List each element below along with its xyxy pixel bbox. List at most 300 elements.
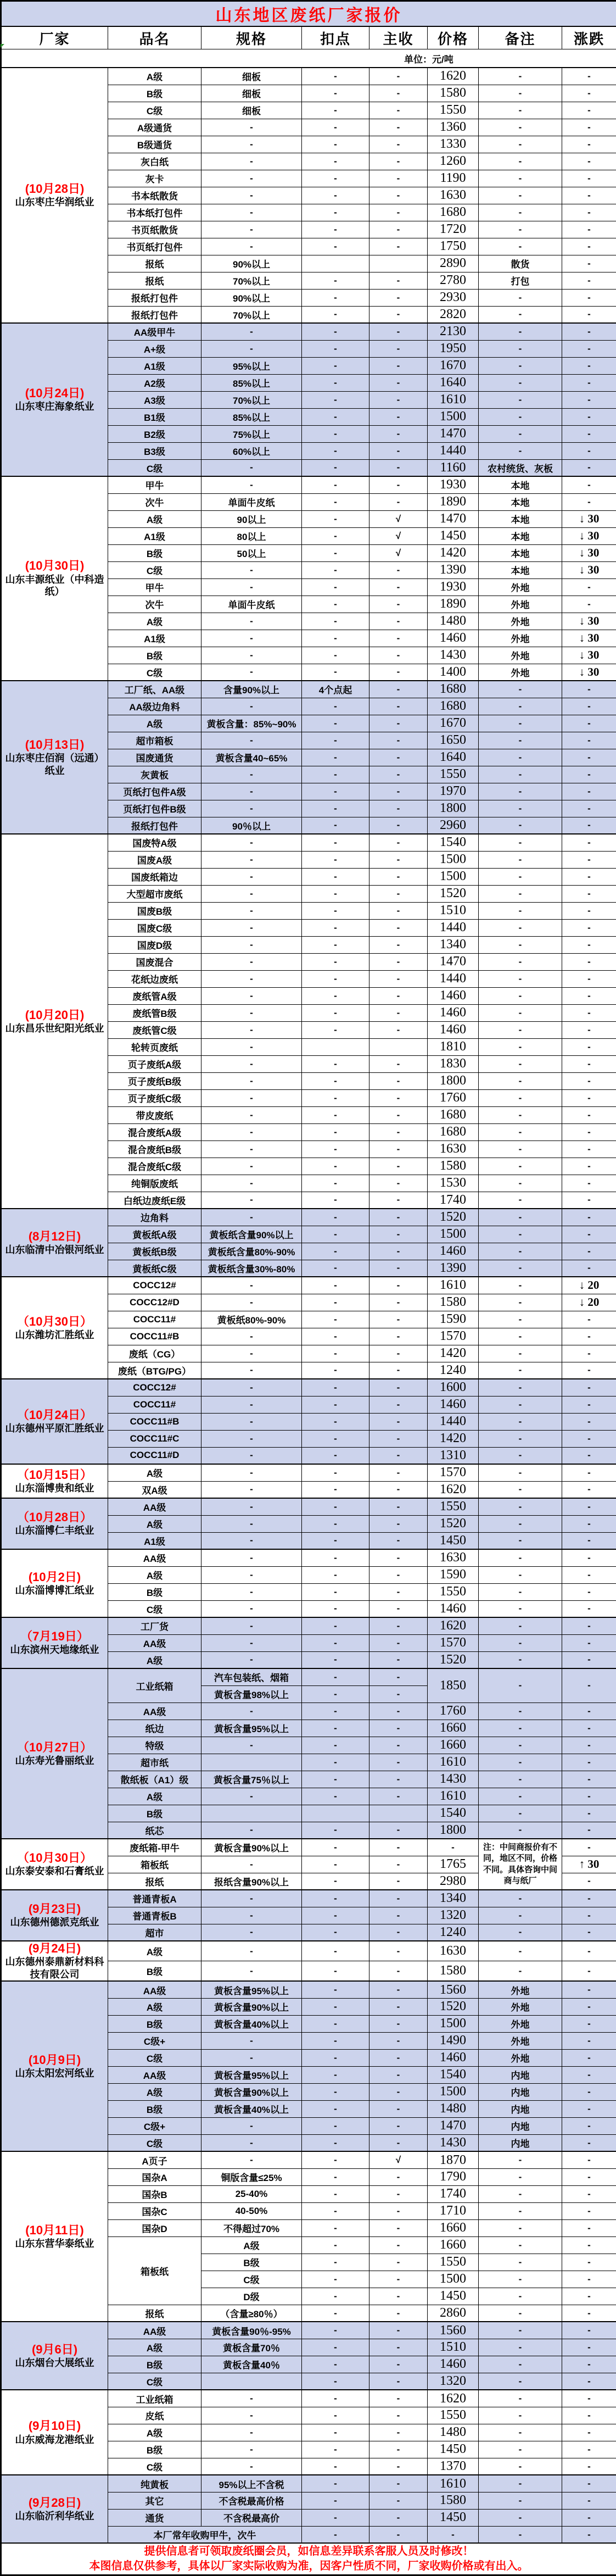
data-cell: - (369, 1123, 428, 1140)
data-cell: - (302, 1243, 369, 1260)
data-cell: COCC11# (108, 1396, 201, 1413)
data-cell: - (369, 425, 428, 442)
factory-name: 山东丰源纸业（中科造纸） (3, 574, 107, 598)
data-cell: - (201, 2117, 302, 2134)
data-cell: 1550 (428, 102, 479, 119)
data-cell: C级 (108, 2134, 201, 2151)
data-cell: - (302, 2271, 369, 2288)
data-cell: - (479, 1447, 562, 1464)
data-cell: - (562, 1583, 616, 1600)
data-cell: 1680 (428, 1123, 479, 1140)
data-cell: 70%以上 (201, 391, 302, 408)
data-cell: - (562, 1311, 616, 1328)
data-cell: - (369, 732, 428, 749)
data-cell: 1430 (428, 647, 479, 664)
data-cell: C级 (108, 2458, 201, 2475)
data-cell: - (562, 1328, 616, 1345)
data-cell: 细板 (201, 102, 302, 119)
data-cell: 2980 (428, 1873, 479, 1890)
data-cell: - (562, 1890, 616, 1907)
price-table-body (1, 68, 616, 2543)
data-cell: 外地 (479, 613, 562, 630)
data-cell: - (369, 868, 428, 885)
data-cell: 带皮废纸 (108, 1106, 201, 1123)
data-cell: - (302, 153, 369, 170)
data-cell: 农村统货、灰板 (479, 459, 562, 476)
data-cell: - (201, 1328, 302, 1345)
data-cell: - (369, 2339, 428, 2356)
data-cell: B级 (201, 2254, 302, 2271)
data-cell: - (369, 2271, 428, 2288)
data-cell: 单面牛皮纸 (201, 596, 302, 613)
data-cell: - (479, 2288, 562, 2305)
data-cell: 95%以上不含税 (201, 2475, 302, 2492)
data-cell: - (562, 2083, 616, 2100)
data-cell: 1550 (428, 766, 479, 783)
data-cell: 1610 (428, 391, 479, 408)
data-cell: 1370 (428, 2458, 479, 2475)
factory-cell (1, 2475, 108, 2543)
data-cell: - (562, 289, 616, 306)
data-cell: 报纸 (108, 255, 201, 272)
data-cell: 2960 (428, 817, 479, 834)
data-cell: - (302, 2168, 369, 2185)
data-cell: - (369, 170, 428, 187)
data-cell: - (369, 2288, 428, 2305)
data-cell: - (201, 1362, 302, 1379)
data-cell: - (369, 561, 428, 578)
data-cell: 1800 (428, 1822, 479, 1839)
data-cell: - (479, 1703, 562, 1720)
data-cell: 1720 (428, 221, 479, 238)
data-cell: - (562, 1464, 616, 1481)
data-cell: - (479, 1583, 562, 1600)
data-cell: - (369, 2492, 428, 2509)
data-cell: 1580 (428, 1961, 479, 1982)
table-row (1, 1277, 616, 1294)
data-cell: - (302, 1856, 369, 1873)
data-cell: - (369, 834, 428, 851)
factory-name: 山东太阳宏河纸业 (3, 2067, 107, 2080)
factory-date: (9月28日) (3, 2496, 107, 2510)
data-cell: - (479, 119, 562, 136)
data-cell: - (302, 1668, 369, 1685)
factory-cell (1, 323, 108, 476)
data-cell: - (562, 2526, 616, 2543)
data-cell: - (479, 749, 562, 766)
data-cell: - (302, 919, 369, 936)
data-cell: - (479, 1140, 562, 1158)
data-cell: 1390 (428, 1260, 479, 1277)
data-cell: - (302, 1311, 369, 1328)
data-cell: - (479, 885, 562, 902)
data-cell: - (369, 1004, 428, 1021)
data-cell: - (562, 2015, 616, 2032)
data-cell: 1160 (428, 459, 479, 476)
data-cell: - (369, 374, 428, 391)
data-cell: A级 (108, 510, 201, 527)
data-cell: - (562, 681, 616, 698)
data-cell: - (479, 1192, 562, 1209)
factory-date: (10月20日) (3, 1008, 107, 1022)
data-cell: - (369, 1583, 428, 1600)
data-cell: C级 (108, 2049, 201, 2066)
data-cell: - (201, 868, 302, 885)
data-cell: - (302, 442, 369, 459)
data-cell: - (479, 391, 562, 408)
page-title: 山东地区废纸厂家报价 (1, 1, 616, 27)
data-cell: - (201, 2441, 302, 2458)
data-cell: - (479, 1924, 562, 1941)
data-cell: 黄板含量98%以上 (201, 1685, 302, 1703)
data-cell: - (302, 1498, 369, 1515)
data-cell: C级 (108, 2373, 201, 2390)
data-cell: - (562, 2219, 616, 2236)
data-cell: 书页纸散货 (108, 221, 201, 238)
data-cell: 书本纸散货 (108, 187, 201, 204)
data-cell: 国废通货 (108, 749, 201, 766)
data-cell: - (369, 1072, 428, 1089)
data-cell: 90%以上 (201, 289, 302, 306)
data-cell: 内地 (479, 2083, 562, 2100)
data-cell: - (479, 681, 562, 698)
data-cell: 黄板纸含量80%-90% (201, 1243, 302, 1260)
data-cell: - (479, 715, 562, 732)
data-cell: 1890 (428, 493, 479, 510)
data-cell: - (562, 1771, 616, 1788)
data-cell: 外地 (479, 1998, 562, 2015)
data-cell: - (479, 1737, 562, 1754)
data-cell: C级 (108, 1600, 201, 1617)
data-cell: - (479, 1771, 562, 1788)
data-cell: B3级 (108, 442, 201, 459)
data-cell: - (302, 766, 369, 783)
data-cell: - (369, 153, 428, 170)
data-cell: 黄板含量90%以上 (201, 2083, 302, 2100)
data-cell: - (369, 1566, 428, 1583)
data-cell: - (302, 2134, 369, 2151)
data-cell: - (369, 936, 428, 953)
data-cell: - (562, 1430, 616, 1447)
data-cell: 1610 (428, 1277, 479, 1294)
data-cell: - (369, 2526, 428, 2543)
data-cell: 次牛 (108, 596, 201, 613)
data-cell: 1240 (428, 1924, 479, 1941)
data-cell: - (302, 2254, 369, 2271)
data-cell: 2780 (428, 272, 479, 289)
data-cell: - (302, 340, 369, 357)
column-header-row (1, 26, 616, 49)
data-cell: - (562, 902, 616, 919)
data-cell: - (201, 902, 302, 919)
table-row (1, 681, 616, 698)
data-cell: - (479, 2373, 562, 2390)
data-cell: 1580 (428, 2492, 479, 2509)
data-cell: - (562, 1447, 616, 1464)
data-cell: - (562, 596, 616, 613)
data-cell: - (562, 1720, 616, 1737)
data-cell: - (479, 2441, 562, 2458)
data-cell: 1190 (428, 170, 479, 187)
data-cell: - (369, 2202, 428, 2219)
data-cell: - (562, 1805, 616, 1822)
comment-marker-icon (1, 44, 4, 48)
data-cell: - (302, 459, 369, 476)
data-cell: 1460 (428, 1021, 479, 1038)
data-cell: - (479, 102, 562, 119)
data-cell: - (302, 2117, 369, 2134)
data-cell: 1480 (428, 2424, 479, 2441)
data-cell: 大型超市废纸 (108, 885, 201, 902)
data-cell: 1740 (428, 1192, 479, 1209)
data-cell: - (201, 1634, 302, 1651)
data-cell: 1590 (428, 1311, 479, 1328)
data-cell: - (562, 851, 616, 868)
data-cell: - (369, 2168, 428, 2185)
data-cell: - (562, 698, 616, 715)
data-cell (201, 1805, 302, 1822)
data-cell: B级 (108, 1805, 201, 1822)
data-cell: - (479, 2151, 562, 2168)
data-cell: - (562, 1515, 616, 1532)
data-cell: - (201, 2134, 302, 2151)
factory-date: （10月24日） (3, 1408, 107, 1422)
factory-name: 山东烟台大展纸业 (3, 2357, 107, 2369)
data-cell: - (562, 442, 616, 459)
data-cell: - (302, 2492, 369, 2509)
data-cell: - (562, 136, 616, 153)
data-cell: - (302, 238, 369, 255)
data-cell: - (302, 2185, 369, 2202)
data-cell: - (201, 698, 302, 715)
data-cell: 1680 (428, 1106, 479, 1123)
table-row (1, 2151, 616, 2168)
data-cell: - (302, 204, 369, 221)
data-cell: 国废C级 (108, 919, 201, 936)
data-cell: - (302, 1634, 369, 1651)
data-cell (302, 1038, 369, 1055)
data-cell: 国杂C (108, 2202, 201, 2219)
data-cell: - (302, 1055, 369, 1072)
data-cell: 报纸含量90%以上 (201, 1873, 302, 1890)
data-cell: - (479, 85, 562, 102)
data-cell: - (302, 1021, 369, 1038)
data-cell: - (369, 2049, 428, 2066)
data-cell: - (369, 749, 428, 766)
data-cell: - (369, 2322, 428, 2339)
data-cell: - (201, 1890, 302, 1907)
data-cell: 1570 (428, 1634, 479, 1651)
data-cell: - (369, 800, 428, 817)
data-cell: - (201, 2390, 302, 2407)
data-cell: 白纸边废纸E级 (108, 1192, 201, 1209)
data-cell: - (302, 510, 369, 527)
data-cell: - (479, 698, 562, 715)
data-cell: - (562, 1549, 616, 1566)
data-cell: 1420 (428, 544, 479, 561)
data-cell: - (479, 1890, 562, 1907)
data-cell: - (562, 1260, 616, 1277)
data-cell: - (479, 340, 562, 357)
data-cell: - (562, 1089, 616, 1106)
data-cell: - (562, 1345, 616, 1362)
data-cell: - (562, 800, 616, 817)
data-cell: - (201, 2458, 302, 2475)
data-cell: 1450 (428, 527, 479, 544)
data-cell: - (479, 2526, 562, 2543)
data-cell (201, 2373, 302, 2390)
data-cell: - (479, 1634, 562, 1651)
data-cell: - (302, 1754, 369, 1771)
data-cell: 废纸管B级 (108, 1004, 201, 1021)
data-cell: - (479, 306, 562, 323)
data-cell: - (369, 2356, 428, 2373)
data-cell: 1610 (428, 1754, 479, 1771)
data-cell: - (562, 2475, 616, 2492)
data-cell: - (562, 834, 616, 851)
factory-cell (1, 1277, 108, 1379)
data-cell: COCC12#D (108, 1294, 201, 1311)
data-cell: - (369, 1981, 428, 1998)
data-cell: AA级 (108, 2322, 201, 2339)
data-cell: 本地 (479, 510, 562, 527)
data-cell: - (562, 1754, 616, 1771)
data-cell: - (479, 170, 562, 187)
data-cell: - (479, 68, 562, 85)
data-cell: - (302, 2441, 369, 2458)
data-cell: 含量90%以上 (201, 681, 302, 698)
data-cell: - (369, 1685, 428, 1703)
data-cell: - (369, 1464, 428, 1481)
data-cell: - (369, 987, 428, 1004)
data-cell: A级通货 (108, 119, 201, 136)
data-cell: - (479, 834, 562, 851)
factory-name: 山东枣庄海象纸业 (3, 400, 107, 413)
data-cell: 60%以上 (201, 442, 302, 459)
data-cell: - (369, 2100, 428, 2117)
data-cell: - (562, 238, 616, 255)
data-cell: 1560 (428, 1981, 479, 1998)
data-cell: - (302, 187, 369, 204)
data-cell: - (369, 1226, 428, 1243)
data-cell: - (201, 204, 302, 221)
data-cell: 纸芯 (108, 1822, 201, 1839)
data-cell: - (369, 2424, 428, 2441)
data-cell: - (201, 1379, 302, 1396)
data-cell: - (369, 289, 428, 306)
data-cell: - (479, 2339, 562, 2356)
data-cell: - (302, 885, 369, 902)
table-row (1, 1668, 616, 1685)
data-cell: - (201, 561, 302, 578)
data-cell: - (562, 1413, 616, 1430)
data-cell: 1460 (428, 1396, 479, 1413)
data-cell: - (479, 1260, 562, 1277)
data-cell: - (369, 1498, 428, 1515)
table-row (1, 834, 616, 851)
data-cell: 书页纸打包件 (108, 238, 201, 255)
data-cell: - (562, 2271, 616, 2288)
data-cell: - (369, 204, 428, 221)
data-cell: A级 (108, 1941, 201, 1961)
data-cell: - (302, 221, 369, 238)
data-cell: - (201, 340, 302, 357)
data-cell: 1790 (428, 2168, 479, 2185)
data-cell: 1550 (428, 1583, 479, 1600)
data-cell: - (201, 834, 302, 851)
data-cell: - (201, 1089, 302, 1106)
data-cell: - (369, 1345, 428, 1362)
data-cell: - (479, 800, 562, 817)
data-cell: 1460 (428, 2356, 479, 2373)
data-cell: - (201, 1532, 302, 1549)
data-cell: - (479, 1328, 562, 1345)
data-cell: - (479, 2202, 562, 2219)
data-cell: 散货 (479, 255, 562, 272)
data-cell: 汽车包装纸、烟箱 (201, 1668, 302, 1685)
data-cell: - (201, 1175, 302, 1192)
data-cell: - (562, 2373, 616, 2390)
data-cell: - (302, 1140, 369, 1158)
data-cell: - (369, 1311, 428, 1328)
data-cell: - (479, 1362, 562, 1379)
data-cell: 1240 (428, 1362, 479, 1379)
data-cell: - (369, 102, 428, 119)
data-cell: - (302, 970, 369, 987)
data-cell: 1430 (428, 1771, 479, 1788)
data-cell: - (201, 459, 302, 476)
data-cell: 细板 (201, 85, 302, 102)
factory-date: (10月13日) (3, 738, 107, 752)
data-cell: - (369, 238, 428, 255)
data-cell: - (562, 323, 616, 340)
data-cell: A2级 (108, 374, 201, 391)
data-cell: A1级 (108, 1532, 201, 1549)
data-cell: - (479, 902, 562, 919)
factory-date: (10月11日) (3, 2223, 107, 2238)
table-row (1, 476, 616, 493)
data-cell: - (369, 1941, 428, 1961)
data-cell: 废纸（CG） (108, 1345, 201, 1362)
data-cell: - (562, 2424, 616, 2441)
data-cell: 2860 (428, 2305, 479, 2322)
data-cell: 超市 (108, 1924, 201, 1941)
data-cell: - (562, 2492, 616, 2509)
data-cell: - (562, 1668, 616, 1703)
data-cell: - (562, 732, 616, 749)
data-cell: - (201, 1294, 302, 1311)
data-cell: - (302, 1277, 369, 1294)
data-cell: - (302, 1447, 369, 1464)
data-cell: 1970 (428, 783, 479, 800)
data-cell: - (302, 2373, 369, 2390)
data-cell: - (479, 408, 562, 425)
data-cell: ↓ 30 (562, 544, 616, 561)
data-cell: - (369, 1737, 428, 1754)
data-cell: - (302, 783, 369, 800)
data-cell: - (479, 1209, 562, 1226)
data-cell: - (302, 102, 369, 119)
table-row (1, 1209, 616, 1226)
data-cell: - (302, 2356, 369, 2373)
data-cell: - (302, 698, 369, 715)
data-cell: COCC11#B (108, 1328, 201, 1345)
data-cell: - (562, 578, 616, 596)
data-cell: - (562, 1106, 616, 1123)
data-cell: 外地 (479, 1981, 562, 1998)
data-cell: - (369, 630, 428, 647)
data-cell: 黄板纸80%-90% (201, 1311, 302, 1328)
